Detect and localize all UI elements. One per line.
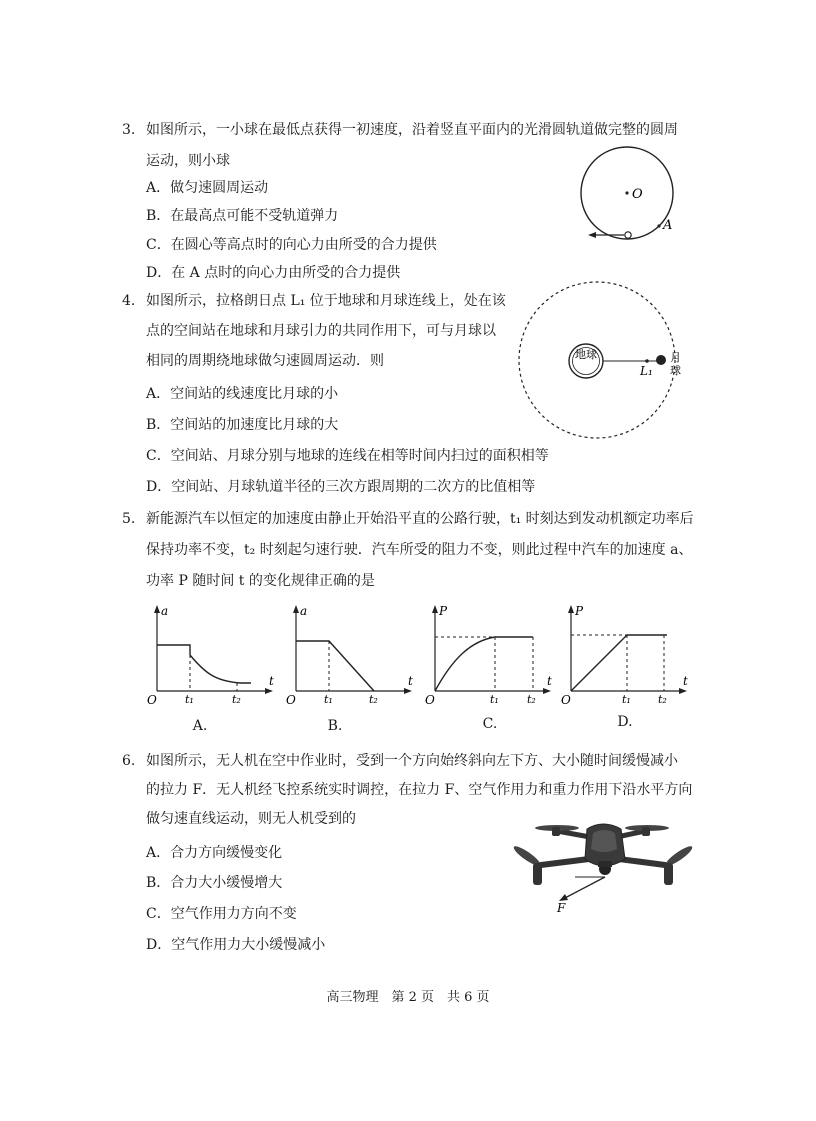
- q6-drone-figure: [505, 815, 705, 915]
- q6-number: 6.: [122, 753, 136, 769]
- q5-stem-line-3: 功率 P 随时间 t 的变化规律正确的是: [146, 573, 375, 589]
- q5-graph-a-t2: t₂: [232, 693, 241, 706]
- q5-graph-a-curve: [157, 645, 190, 655]
- q4-option-b: B．空间站的加速度比月球的大: [146, 417, 339, 433]
- drone-body-top: [591, 830, 617, 852]
- q4-moon: [656, 355, 666, 365]
- q5-graph-c-y-arrow: [432, 605, 438, 613]
- drone-camera-mount: [598, 861, 612, 867]
- q5-graph-a-x-label: t: [269, 674, 274, 688]
- q5-graph-a-x-arrow: [265, 688, 273, 694]
- q4-l1-point: [645, 359, 649, 363]
- q4-option-d: D．空间站、月球轨道半径的三次方跟周期的二次方的比值相等: [146, 479, 536, 495]
- q5-graph-b: [284, 603, 419, 708]
- q5-graph-c-t1: t₁: [490, 693, 499, 706]
- q6-option-c: C．空气作用力方向不变: [146, 906, 297, 922]
- q6-stem-line-3: 做匀速直线运动，则无人机受到的: [146, 811, 356, 827]
- q5-graph-a-y-label: a: [161, 604, 169, 618]
- drone-motor-front-left: [552, 827, 560, 836]
- q5-graph-d: [559, 603, 694, 708]
- q4-earth-label: 地球: [575, 348, 597, 361]
- q6-force-arrowhead: [559, 894, 568, 901]
- q4-stem-line-1: 如图所示，拉格朗日点 L₁ 位于地球和月球连线上，处在该: [146, 293, 506, 309]
- q4-moon-label-2: 球: [670, 364, 681, 377]
- q5-graph-c: [423, 603, 558, 708]
- drone-arm-left-rear: [541, 859, 589, 865]
- page-footer: 高三物理 第 2 页 共 6 页: [326, 990, 490, 1005]
- q6-option-b: B．合力大小缓慢增大: [146, 875, 283, 891]
- q5-graph-c-x-label: t: [547, 674, 552, 688]
- q5-graph-c-origin: O: [425, 693, 435, 707]
- q6-option-a: A．合力方向缓慢变化: [146, 845, 283, 861]
- q5-graph-d-curve: [571, 635, 667, 691]
- q5-graph-b-t1: t₁: [324, 693, 333, 706]
- q4-stem-line-2: 点的空间站在地球和月球引力的共同作用下，可与月球以: [146, 323, 496, 339]
- q5-graph-b-t2: t₂: [369, 693, 378, 706]
- q4-lagrange-figure: [506, 280, 696, 445]
- q3-option-c: C．在圆心等高点时的向心力由所受的合力提供: [146, 237, 437, 253]
- drone-leg-right: [664, 863, 673, 885]
- q5-graph-d-t2: t₂: [658, 693, 667, 706]
- q4-option-a: A．空间站的线速度比月球的小: [146, 386, 339, 402]
- q3-ball: [625, 232, 631, 238]
- q5-graph-a-t1: t₁: [185, 693, 194, 706]
- q5-graph-b-x-label: t: [408, 674, 413, 688]
- q5-graph-d-origin: O: [561, 693, 571, 707]
- q5-graph-d-y-label: P: [575, 604, 584, 618]
- q3-point-a-label: A: [663, 218, 673, 233]
- q6-stem-line-2: 的拉力 F．无人机经飞控系统实时调控，在拉力 F、空气作用力和重力作用下沿水平方向: [146, 782, 693, 798]
- drone-arm-right-rear: [619, 859, 665, 865]
- q5-stem-line-2: 保持功率不变，t₂ 时刻起匀速行驶．汽车所受的阻力不变，则此过程中汽车的加速度 a、: [146, 542, 693, 558]
- q3-option-b: B．在最高点可能不受轨道弹力: [146, 208, 339, 224]
- q3-stem-line-1: 如图所示，一小球在最低点获得一初速度，沿着竖直平面内的光滑圆轨道做完整的圆周: [146, 122, 678, 138]
- q6-option-d: D．空气作用力大小缓慢减小: [146, 937, 326, 953]
- q5-caption-b: B.: [327, 718, 343, 734]
- q5-graph-a-decay: [190, 655, 251, 683]
- q5-graph-b-y-arrow: [293, 605, 299, 613]
- q4-stem-line-3: 相同的周期绕地球做匀速圆周运动．则: [146, 353, 384, 369]
- q5-caption-a: A.: [192, 718, 208, 734]
- q5-graph-c-curve: [435, 637, 533, 691]
- q4-moon-label-1: 月: [670, 351, 681, 364]
- q5-graph-a: [145, 603, 280, 708]
- q3-point-a: [657, 224, 660, 227]
- q5-graph-d-x-arrow: [679, 688, 687, 694]
- q5-graph-c-x-arrow: [543, 688, 551, 694]
- q5-graph-d-x-label: t: [683, 674, 688, 688]
- drone-arm-left-front: [557, 831, 590, 837]
- q4-option-c: C．空间站、月球分别与地球的连线在相等时间内扫过的面积相等: [146, 448, 549, 464]
- q5-graph-b-y-label: a: [300, 604, 308, 618]
- q4-l1-label: L₁: [640, 364, 653, 378]
- q5-graph-b-curve: [296, 641, 374, 691]
- q5-graph-b-x-arrow: [404, 688, 412, 694]
- q5-stem-line-1: 新能源汽车以恒定的加速度由静止开始沿平直的公路行驶，t₁ 时刻达到发动机额定功率后: [146, 511, 694, 527]
- drone-leg-left: [533, 863, 542, 885]
- q3-number: 3.: [122, 122, 136, 138]
- q3-circular-track-figure: [580, 146, 680, 256]
- q3-option-a: A．做匀速圆周运动: [146, 180, 269, 196]
- q6-force-label: F: [557, 901, 566, 915]
- q5-number: 5.: [122, 511, 136, 527]
- q3-center-label: O: [632, 187, 643, 202]
- q5-graph-d-y-arrow: [568, 605, 574, 613]
- q5-graph-d-t1: t₁: [622, 693, 631, 706]
- q3-stem-line-2: 运动，则小球: [146, 153, 230, 169]
- q3-option-d: D．在 A 点时的向心力由所受的合力提供: [146, 265, 401, 281]
- q6-force-arrow: [563, 877, 605, 899]
- q4-number: 4.: [122, 293, 136, 309]
- q5-caption-c: C.: [482, 716, 498, 732]
- q5-graph-a-y-arrow: [154, 605, 160, 613]
- q6-stem-line-1: 如图所示，无人机在空中作业时，受到一个方向始终斜向左下方、大小随时间缓慢减小: [146, 753, 678, 769]
- q5-graph-c-y-label: P: [439, 604, 448, 618]
- q5-caption-d: D.: [617, 714, 633, 730]
- q5-graph-a-origin: O: [147, 693, 157, 707]
- q5-graph-b-origin: O: [286, 693, 296, 707]
- q3-velocity-arrowhead: [588, 232, 596, 238]
- drone-motor-front-right: [642, 827, 650, 836]
- q3-center-dot: [625, 191, 628, 194]
- q5-graph-c-t2: t₂: [527, 693, 536, 706]
